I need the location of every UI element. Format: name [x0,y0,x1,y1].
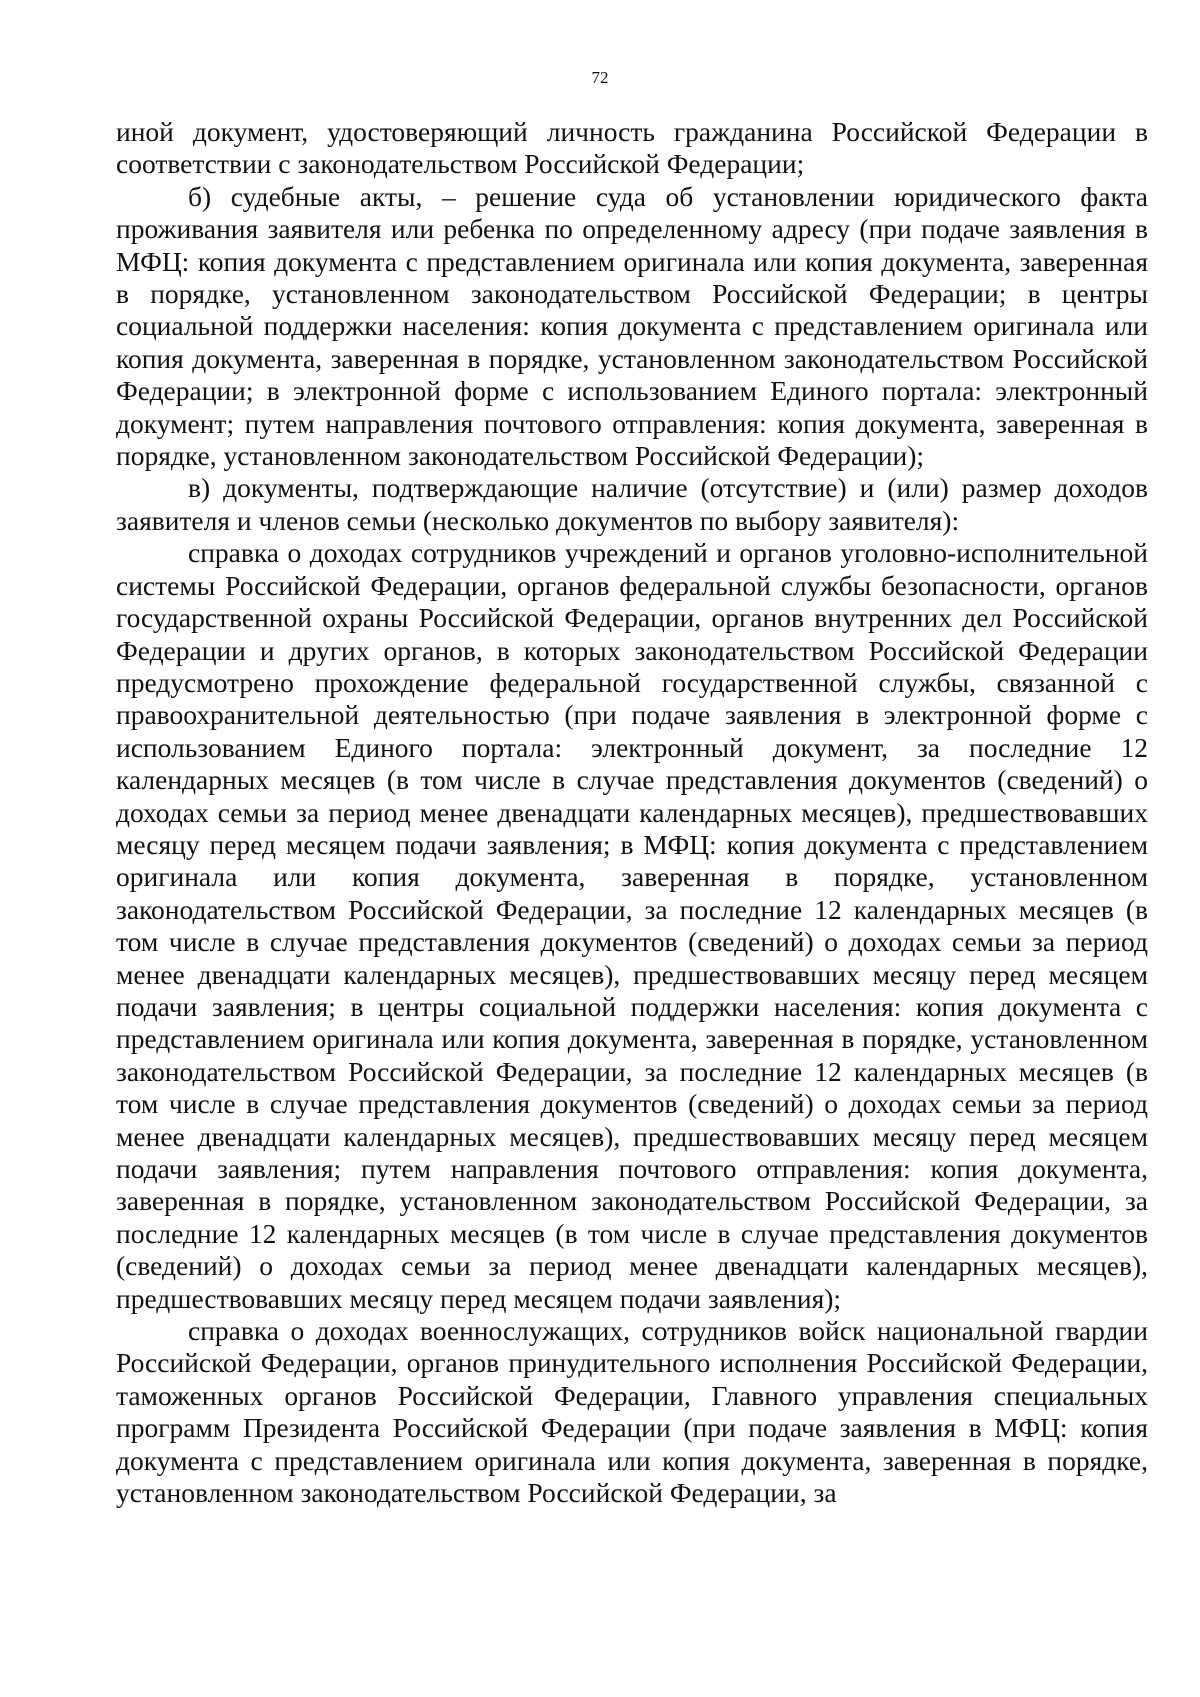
paragraph-income-documents: в) документы, подтверждающие наличие (отсутствие) и (или) размер доходов заявителя и членов семьи (несколько документов по выбору заявителя): [116,472,1148,536]
paragraph-court-acts: б) судебные акты, – решение суда об установлении юридического факта проживания заявителя или ребенка по определенному адресу (при подаче заявления в МФЦ: копия документа с представлением оригинала или копия документа, заверенная в порядке, установленном законодательством Российской Федерации; в центры социальной поддержки населения: копия документа с представлением оригинала или копия документа, заверенная в порядке, установленном законодательством Российской Федерации; в электронной форме с использованием Единого портала: электронный документ; путем направления почтового отправления: копия документа, заверенная в порядке, установленном законодательством Российской Федерации); [116,180,1148,472]
paragraph-continuation: иной документ, удостоверяющий личность гражданина Российской Федерации в соответствии с законодательством Российской Федерации; [116,116,1148,180]
document-body [116,116,1148,1509]
paragraph-income-certificate-employees: справка о доходах сотрудников учреждений и органов уголовно-исполнительной системы Российской Федерации, органов федеральной службы безопасности, органов государственной охраны Российской Федерации, органов внутренних дел Российской Федерации и других органов, в которых законодательством Российской Федерации предусмотрено прохождение федеральной государственной службы, связанной с правоохранительной деятельностью (при подаче заявления в электронной форме с использованием Единого портала: электронный документ, за последние 12 календарных месяцев (в том числе в случае представления документов (сведений) о доходах семьи за период менее двенадцати календарных месяцев), предшествовавших месяцу перед месяцем подачи заявления; в МФЦ: копия документа с представлением оригинала или копия документа, заверенная в порядке, установленном законодательством Российской Федерации, за последние 12 календарных месяцев (в том числе в случае представления документов (сведений) о доходах семьи за период менее двенадцати календарных месяцев), предшествовавших месяцу перед месяцем подачи заявления; в центры социальной поддержки населения: копия документа с представлением оригинала или копия документа, заверенная в порядке, установленном законодательством Российской Федерации, за последние 12 календарных месяцев (в том числе в случае представления документов (сведений) о доходах семьи за период менее двенадцати календарных месяцев), предшествовавших месяцу перед месяцем подачи заявления; путем направления почтового отправления: копия документа, заверенная в порядке, установленном законодательством Российской Федерации, за последние 12 календарных месяцев (в том числе в случае представления документов (сведений) о доходах семьи за период менее двенадцати календарных месяцев), предшествовавших месяцу перед месяцем подачи заявления); [116,537,1148,1314]
page-number: 72 [591,68,609,87]
paragraph-income-certificate-military: справка о доходах военнослужащих, сотрудников войск национальной гвардии Российской Федерации, органов принудительного исполнения Российской Федерации, таможенных органов Российской Федерации, Главного управления специальных программ Президента Российской Федерации (при подаче заявления в МФЦ: копия документа с представлением оригинала или копия документа, заверенная в порядке, установленном законодательством Российской Федерации, за [116,1315,1148,1509]
